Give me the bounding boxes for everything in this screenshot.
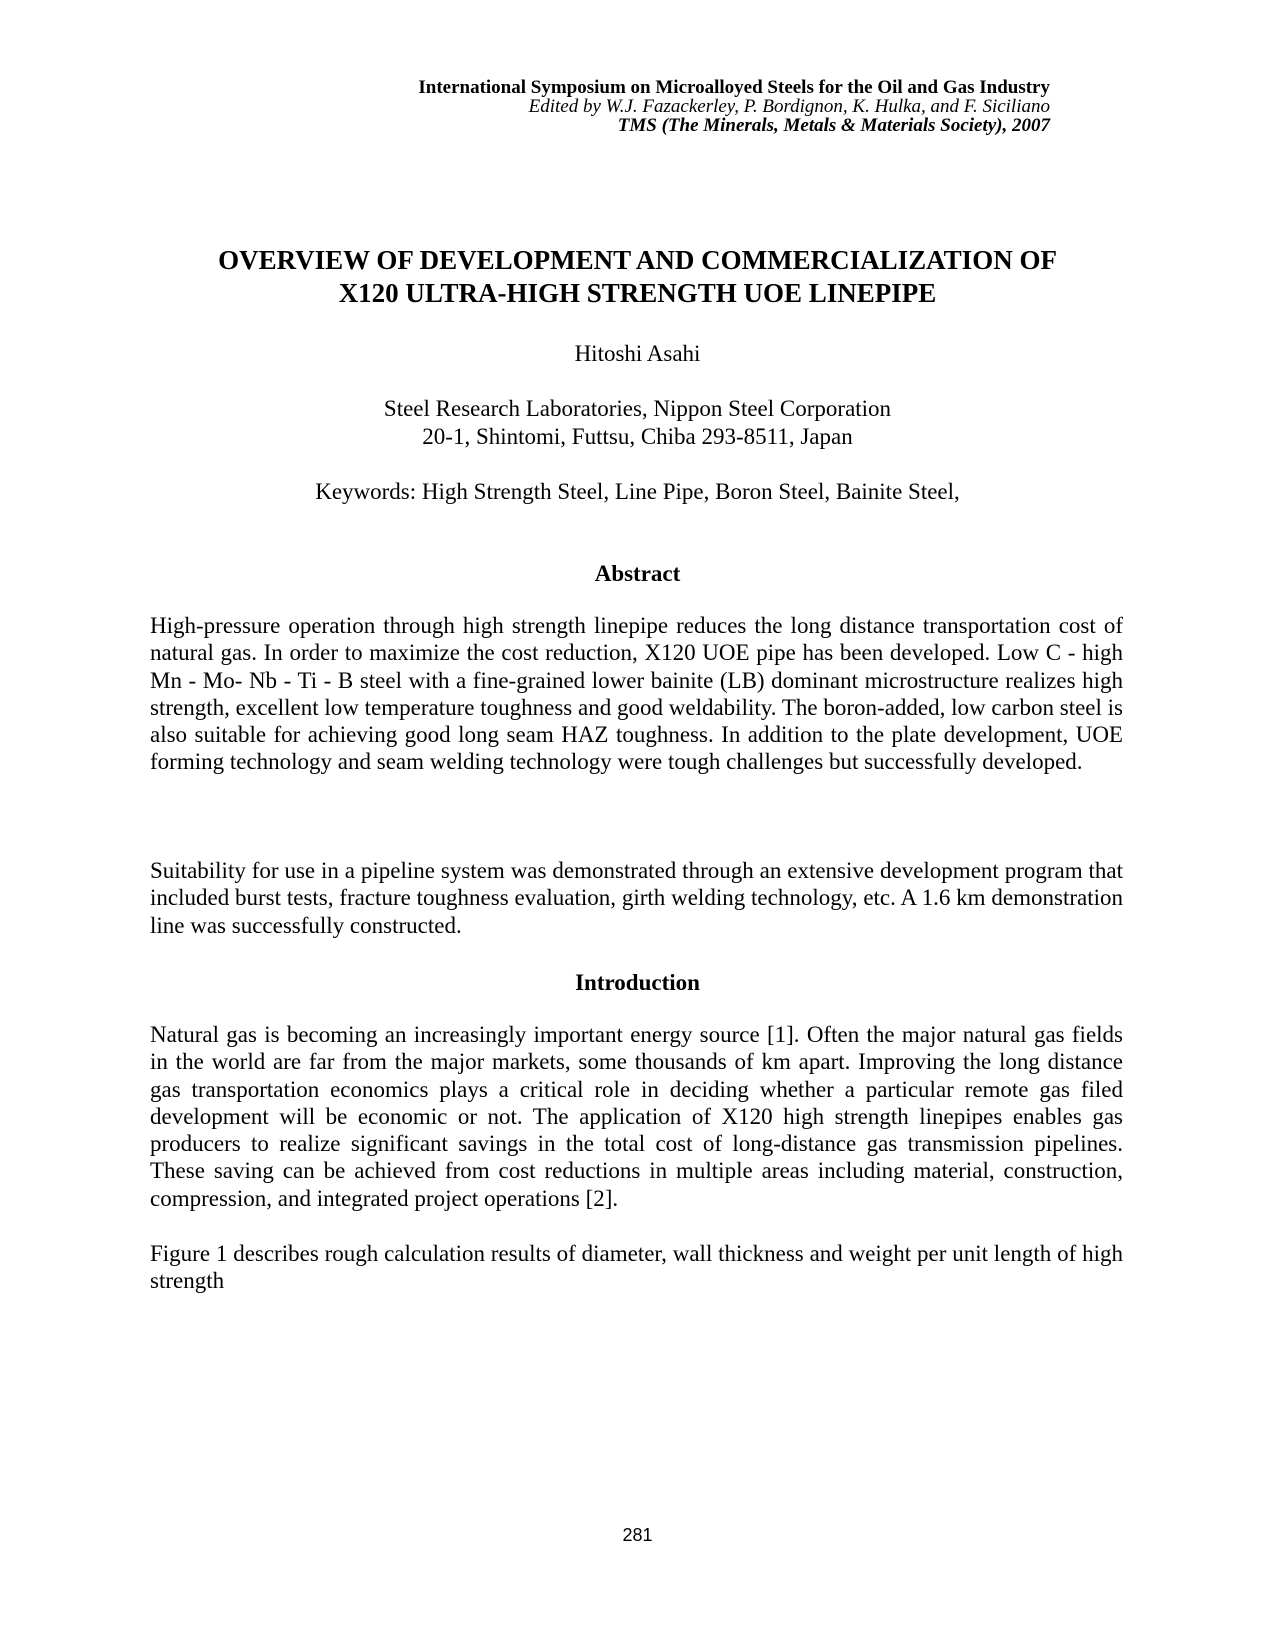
abstract-paragraph-1: High-pressure operation through high strength linepipe reduces the long distance transportation cost of natural gas. In order to maximize the cost reduction, X120 UOE pipe has been developed. Low C - high Mn - Mo- Nb - Ti - B steel with a fine-grained lower bainite (LB) dominant microstructure realizes high strength, excellent low temperature toughness and good weldability. The boron-added, low carbon steel is also suitable for achieving good long seam HAZ toughness. In addition to the plate development, UOE forming technology and seam welding technology were tough challenges but successfully developed. [150,613,1123,775]
abstract-heading: Abstract [594,561,681,586]
keywords: Keywords: High Strength Steel, Line Pipe, Boron Steel, Bainite Steel, [315,479,960,504]
author-name: Hitoshi Asahi [574,341,701,366]
introduction-paragraph-1: Natural gas is becoming an increasingly important energy source [1]. Often the major natural gas fields in the world are far from the major markets, some thousands of km apart. Improving the long distance gas transportation economics plays a critical role in deciding whether a particular remote gas filed development will be economic or not. The application of X120 high strength linepipes enables gas producers to realize significant savings in the total cost of long-distance gas transmission pipelines. These saving can be achieved from cost reductions in multiple areas including material, construction, compression, and integrated project operations [2]. [150,1022,1123,1211]
affiliation-line-1: Steel Research Laboratories, Nippon Steel Corporation [383,396,892,421]
paper-title-line-2: X120 ULTRA-HIGH STRENGTH UOE LINEPIPE [338,278,937,308]
affiliation [0,395,1275,451]
abstract-paragraph-2: Suitability for use in a pipeline system was demonstrated through an extensive development program that included burst tests, fracture toughness evaluation, girth welding technology, etc. A 1.6 km demonstration line was successfully constructed. [150,858,1123,938]
introduction-heading: Introduction [575,970,700,995]
paper-title-line-1: OVERVIEW OF DEVELOPMENT AND COMMERCIALIZATION OF [218,245,1057,275]
affiliation-line-2: 20-1, Shintomi, Futtsu, Chiba 293-8511, Japan [422,424,853,449]
publisher-line: TMS (The Minerals, Metals & Materials Society), 2007 [617,115,1050,136]
introduction-paragraph-2: Figure 1 describes rough calculation results of diameter, wall thickness and weight per unit length of high strength [150,1241,1123,1294]
symposium-title: International Symposium on Microalloyed Steels for the Oil and Gas Industry [418,77,1050,98]
editors-line: Edited by W.J. Fazackerley, P. Bordignon, K. Hulka, and F. Siciliano [528,96,1050,117]
page-number: 281 [622,1525,653,1545]
paper-title [0,244,1275,310]
proceedings-header [418,78,1050,135]
